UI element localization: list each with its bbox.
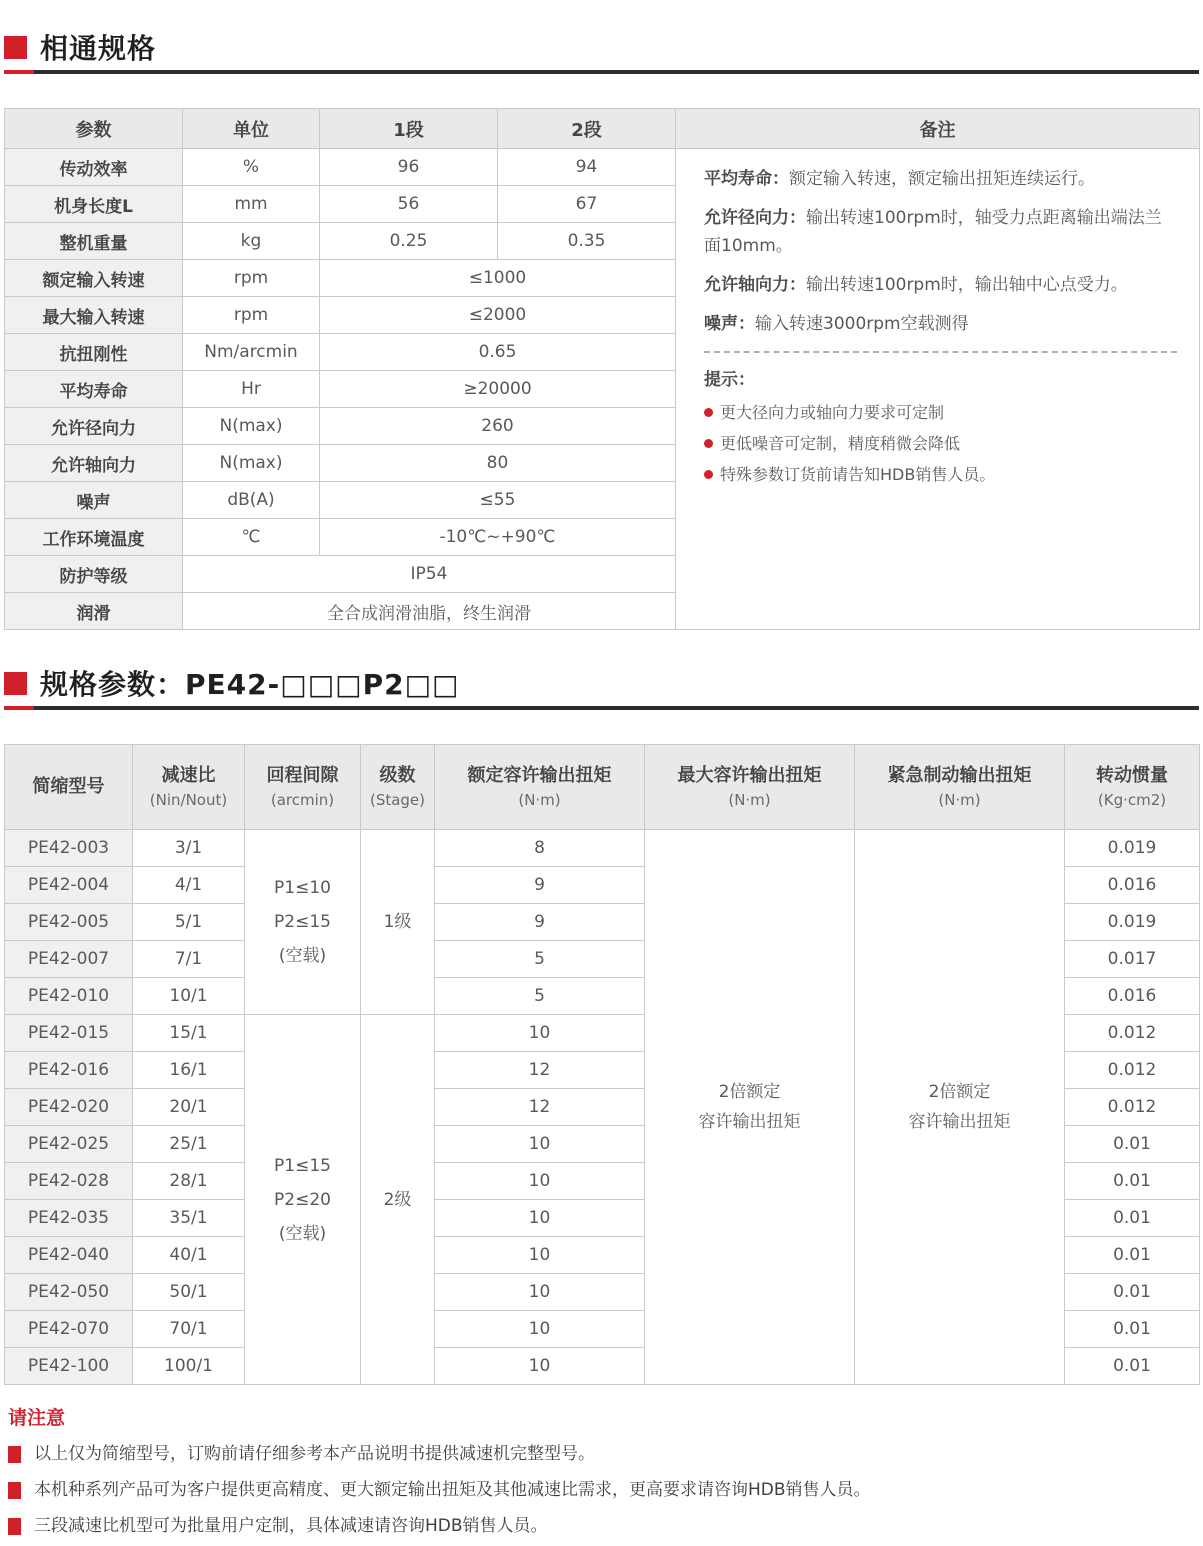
inertia-cell: 0.012 (1065, 1089, 1200, 1126)
backlash-line: P1≤10 (274, 878, 331, 898)
model-specs-header-row (5, 745, 1200, 830)
backlash-line: P2≤15 (274, 912, 331, 932)
model-cell: PE42-070 (5, 1311, 133, 1348)
backlash-line: (空载) (278, 946, 327, 966)
max-torque-merged-cell (645, 830, 855, 1385)
param-value-cell: -10℃~+90℃ (320, 519, 676, 556)
red-square-bullet-icon (8, 1518, 21, 1535)
section1-title-block (4, 30, 1199, 74)
ratio-cell: 5/1 (133, 904, 245, 941)
param-value-cell: mm (183, 186, 320, 223)
common-specs-table (4, 108, 1200, 630)
section1-title-row (4, 30, 1199, 64)
column-header (5, 745, 133, 830)
param-value-cell: N(max) (183, 408, 320, 445)
backlash-cell (245, 1015, 361, 1385)
param-name-cell: 允许轴向力 (5, 445, 183, 482)
column-unit: (N·m) (938, 791, 981, 809)
backlash-line: P1≤15 (274, 1155, 331, 1176)
rated-torque-cell: 5 (435, 978, 645, 1015)
param-value-cell: kg (183, 223, 320, 260)
model-row (5, 830, 1200, 867)
ratio-cell: 7/1 (133, 941, 245, 978)
rated-torque-cell: 5 (435, 941, 645, 978)
red-square-bullet-icon (8, 1482, 21, 1499)
column-title: 最大容许输出扭矩 (677, 765, 822, 786)
column-unit: (N·m) (518, 791, 561, 809)
stage-value: 1级 (383, 912, 412, 932)
model-cell: PE42-040 (5, 1237, 133, 1274)
ratio-cell: 40/1 (133, 1237, 245, 1274)
rated-torque-cell: 10 (435, 1163, 645, 1200)
param-name-cell: 额定输入转速 (5, 260, 183, 297)
note-item: 三段减速比机型可为批量用户定制，具体减速请咨询HDB销售人员。 (8, 1516, 1199, 1536)
red-square-bullet-icon (4, 672, 27, 695)
param-value-cell: N(max) (183, 445, 320, 482)
param-name-cell: 传动效率 (5, 149, 183, 186)
param-name-cell: 抗扭刚性 (5, 334, 183, 371)
param-value-cell: 0.65 (320, 334, 676, 371)
red-dot-icon (704, 470, 713, 479)
param-value-cell: Nm/arcmin (183, 334, 320, 371)
param-value-cell: 67 (498, 186, 676, 223)
rated-torque-cell: 10 (435, 1015, 645, 1052)
inertia-cell: 0.01 (1065, 1237, 1200, 1274)
remark-paragraph: 允许轴向力：输出转速100rpm时，输出轴中心点受力。 (704, 275, 1128, 295)
model-cell: PE42-015 (5, 1015, 133, 1052)
inertia-cell: 0.01 (1065, 1163, 1200, 1200)
rated-torque-cell: 12 (435, 1089, 645, 1126)
ratio-cell: 4/1 (133, 867, 245, 904)
rated-torque-cell: 10 (435, 1274, 645, 1311)
rated-torque-cell: 10 (435, 1311, 645, 1348)
tip-item: 特殊参数订货前请告知HDB销售人员。 (704, 459, 1177, 490)
param-value-cell: 94 (498, 149, 676, 186)
param-value-cell: 0.25 (320, 223, 498, 260)
section2-underline (4, 706, 1199, 710)
column-header (855, 745, 1065, 830)
column-header: 1段 (320, 109, 498, 149)
column-title: 级数 (379, 765, 416, 786)
inertia-cell: 0.012 (1065, 1015, 1200, 1052)
ratio-cell: 35/1 (133, 1200, 245, 1237)
ratio-cell: 28/1 (133, 1163, 245, 1200)
model-cell: PE42-010 (5, 978, 133, 1015)
model-cell: PE42-016 (5, 1052, 133, 1089)
model-cell: PE42-007 (5, 941, 133, 978)
param-value-cell: ≥20000 (320, 371, 676, 408)
inertia-cell: 0.01 (1065, 1311, 1200, 1348)
column-title: 额定容许输出扭矩 (467, 765, 612, 786)
param-value-cell: % (183, 149, 320, 186)
spec-row (5, 149, 1200, 186)
column-title: 紧急制动输出扭矩 (887, 765, 1032, 786)
common-specs-header-row (5, 109, 1200, 149)
merged-note-line: 容许输出扭矩 (698, 1112, 801, 1132)
param-value-cell: 56 (320, 186, 498, 223)
remark-paragraph: 噪声：输入转速3000rpm空载测得 (704, 314, 969, 334)
remark-label: 噪声： (704, 314, 755, 334)
inertia-cell: 0.01 (1065, 1348, 1200, 1385)
remark-label: 平均寿命： (704, 169, 789, 189)
section1-title: 相通规格 (40, 32, 157, 65)
column-title: 简缩型号 (32, 776, 105, 797)
column-title: 回程间隙 (266, 765, 339, 786)
model-cell: PE42-004 (5, 867, 133, 904)
inertia-cell: 0.019 (1065, 830, 1200, 867)
param-value-cell: rpm (183, 297, 320, 334)
notes-section (4, 1403, 1199, 1536)
param-value-cell: Hr (183, 371, 320, 408)
rated-torque-cell: 8 (435, 830, 645, 867)
param-value-cell: 全合成润滑油脂，终生润滑 (183, 593, 676, 630)
param-value-cell: dB(A) (183, 482, 320, 519)
param-value-cell: 0.35 (498, 223, 676, 260)
param-name-cell: 允许径向力 (5, 408, 183, 445)
column-unit: (Nin/Nout) (149, 791, 228, 809)
column-unit: (arcmin) (270, 791, 335, 809)
column-header: 单位 (183, 109, 320, 149)
section2-title-block (4, 666, 1199, 710)
column-header (361, 745, 435, 830)
column-header (645, 745, 855, 830)
param-name-cell: 润滑 (5, 593, 183, 630)
rated-torque-cell: 10 (435, 1200, 645, 1237)
inertia-cell: 0.016 (1065, 867, 1200, 904)
red-dot-icon (704, 439, 713, 448)
note-item: 以上仅为简缩型号，订购前请仔细参考本产品说明书提供减速机完整型号。 (8, 1444, 1199, 1464)
stage-cell (361, 1015, 435, 1385)
stage-value: 2级 (383, 1189, 412, 1210)
red-square-bullet-icon (8, 1446, 21, 1463)
param-name-cell: 防护等级 (5, 556, 183, 593)
inertia-cell: 0.012 (1065, 1052, 1200, 1089)
rated-torque-cell: 12 (435, 1052, 645, 1089)
section2-title: 规格参数：PE42-□□□P2□□ (40, 668, 460, 701)
backlash-line: (空载) (278, 1223, 327, 1244)
param-value-cell: ≤1000 (320, 260, 676, 297)
inertia-cell: 0.016 (1065, 978, 1200, 1015)
model-cell: PE42-100 (5, 1348, 133, 1385)
column-header (435, 745, 645, 830)
ratio-cell: 25/1 (133, 1126, 245, 1163)
param-name-cell: 机身长度L (5, 186, 183, 223)
rated-torque-cell: 9 (435, 867, 645, 904)
inertia-cell: 0.01 (1065, 1274, 1200, 1311)
model-cell: PE42-005 (5, 904, 133, 941)
tip-item: 更大径向力或轴向力要求可定制 (704, 397, 1177, 428)
column-unit: (Stage) (369, 791, 426, 809)
param-value-cell: ≤55 (320, 482, 676, 519)
section1-underline (4, 70, 1199, 74)
model-cell: PE42-050 (5, 1274, 133, 1311)
merged-note-line: 容许输出扭矩 (908, 1112, 1011, 1132)
param-name-cell: 平均寿命 (5, 371, 183, 408)
param-value-cell: 80 (320, 445, 676, 482)
backlash-cell (245, 830, 361, 1015)
inertia-cell: 0.01 (1065, 1200, 1200, 1237)
rated-torque-cell: 10 (435, 1348, 645, 1385)
column-header (245, 745, 361, 830)
column-header: 参数 (5, 109, 183, 149)
column-title: 转动惯量 (1096, 765, 1168, 786)
merged-note-line: 2倍额定 (928, 1082, 991, 1102)
remarks-cell (676, 149, 1200, 630)
notes-title: 请注意 (8, 1407, 66, 1429)
red-dot-icon (704, 408, 713, 417)
rated-torque-cell: 10 (435, 1237, 645, 1274)
param-value-cell: 260 (320, 408, 676, 445)
ratio-cell: 16/1 (133, 1052, 245, 1089)
model-cell: PE42-025 (5, 1126, 133, 1163)
tip-item: 更低噪音可定制，精度稍微会降低 (704, 428, 1177, 459)
param-name-cell: 整机重量 (5, 223, 183, 260)
column-header (1065, 745, 1200, 830)
notes-list (8, 1444, 1199, 1536)
ratio-cell: 70/1 (133, 1311, 245, 1348)
section2-title-row (4, 666, 1199, 700)
brake-torque-merged-cell (855, 830, 1065, 1385)
ratio-cell: 10/1 (133, 978, 245, 1015)
red-square-bullet-icon (4, 36, 27, 59)
column-header (133, 745, 245, 830)
column-header: 备注 (676, 109, 1200, 149)
ratio-cell: 100/1 (133, 1348, 245, 1385)
param-value-cell: 96 (320, 149, 498, 186)
dashed-divider (704, 351, 1177, 353)
tips-title: 提示： (704, 370, 755, 390)
param-name-cell: 工作环境温度 (5, 519, 183, 556)
remark-label: 允许轴向力： (704, 275, 806, 295)
model-cell: PE42-035 (5, 1200, 133, 1237)
model-cell: PE42-003 (5, 830, 133, 867)
inertia-cell: 0.01 (1065, 1126, 1200, 1163)
stage-cell (361, 830, 435, 1015)
rated-torque-cell: 10 (435, 1126, 645, 1163)
ratio-cell: 15/1 (133, 1015, 245, 1052)
ratio-cell: 50/1 (133, 1274, 245, 1311)
param-value-cell: ≤2000 (320, 297, 676, 334)
model-specs-table (4, 744, 1200, 1385)
param-value-cell: rpm (183, 260, 320, 297)
backlash-line: P2≤20 (274, 1189, 331, 1210)
remark-label: 允许径向力： (704, 208, 806, 228)
remark-paragraph: 允许径向力：输出转速100rpm时，轴受力点距离输出端法兰面10mm。 (704, 208, 1162, 256)
model-cell: PE42-028 (5, 1163, 133, 1200)
ratio-cell: 3/1 (133, 830, 245, 867)
inertia-cell: 0.017 (1065, 941, 1200, 978)
rated-torque-cell: 9 (435, 904, 645, 941)
remark-paragraph: 平均寿命：额定输入转速，额定输出扭矩连续运行。 (704, 169, 1095, 189)
merged-note-line: 2倍额定 (718, 1082, 781, 1102)
ratio-cell: 20/1 (133, 1089, 245, 1126)
param-value-cell: IP54 (183, 556, 676, 593)
model-cell: PE42-020 (5, 1089, 133, 1126)
column-unit: (N·m) (728, 791, 771, 809)
inertia-cell: 0.019 (1065, 904, 1200, 941)
param-name-cell: 最大输入转速 (5, 297, 183, 334)
param-value-cell: ℃ (183, 519, 320, 556)
column-header: 2段 (498, 109, 676, 149)
column-title: 减速比 (161, 765, 216, 786)
param-name-cell: 噪声 (5, 482, 183, 519)
note-item: 本机种系列产品可为客户提供更高精度、更大额定输出扭矩及其他减速比需求，更高要求请咨询HDB销售人员。 (8, 1480, 1199, 1500)
column-unit: (Kg·cm2) (1097, 791, 1167, 809)
